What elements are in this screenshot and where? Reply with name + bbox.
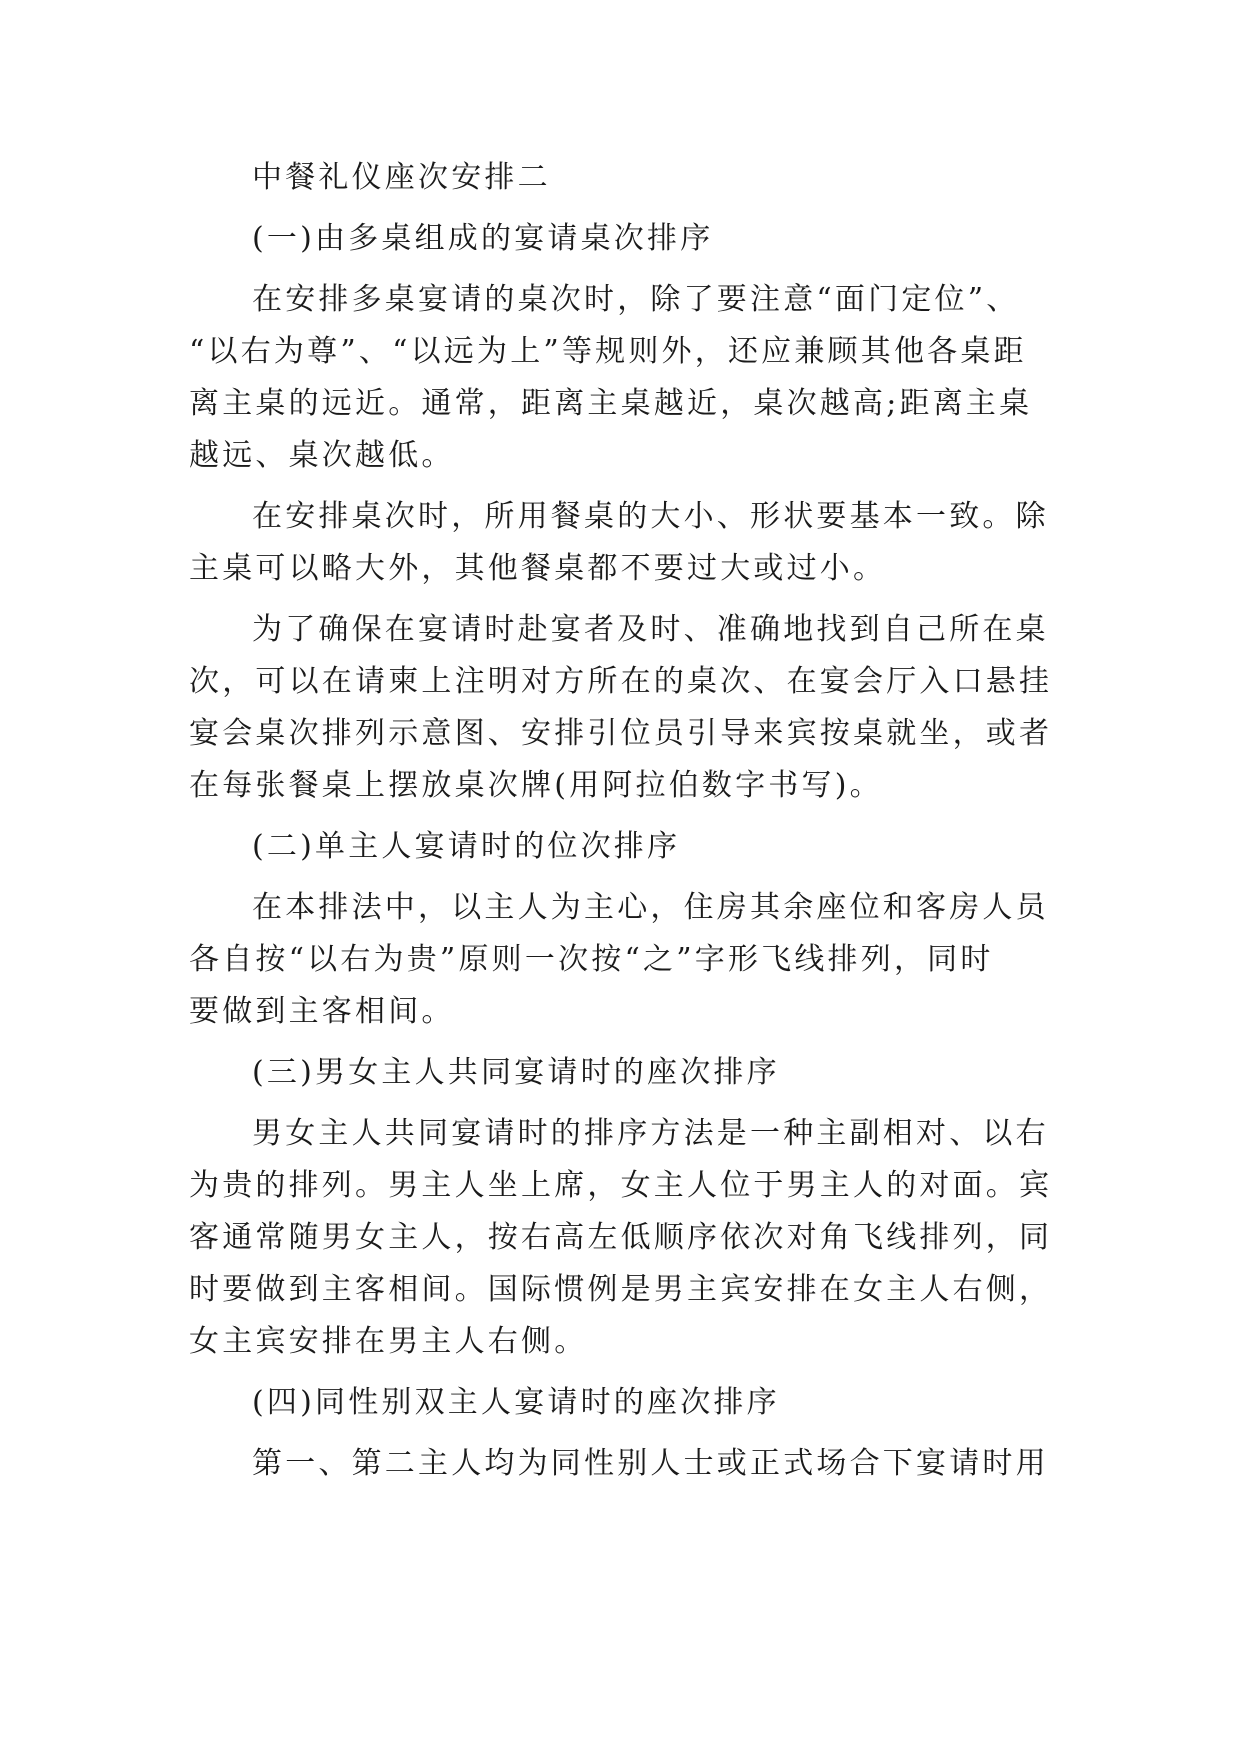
paragraph-4: [189, 882, 1052, 1038]
paragraph-line: 为贵的排列。男主人坐上席，女主人位于男主人的对面。宾: [189, 1168, 1052, 1203]
paragraph-line: 在安排多桌宴请的桌次时，除了要注意“面门定位”、: [252, 282, 1020, 317]
title-line: 中餐礼仪座次安排二: [252, 160, 551, 195]
section-heading-4: [189, 1377, 1052, 1429]
paragraph-line: 要做到主客相间。: [189, 994, 455, 1029]
heading-line: (二)单主人宴请时的位次排序: [252, 829, 681, 864]
paragraph-line: 主桌可以略大外，其他餐桌都不要过大或过小。: [189, 551, 887, 586]
heading-line: (四)同性别双主人宴请时的座次排序: [252, 1385, 780, 1420]
paragraph-line: 第一、第二主人均为同性别人士或正式场合下宴请时用: [252, 1446, 1049, 1481]
paragraph-line: 各自按“以右为贵”原则一次按“之”字形飞线排列，同时: [189, 942, 994, 977]
paragraph-line: 越远、桌次越低。: [189, 438, 455, 473]
paragraph-line: 在安排桌次时，所用餐桌的大小、形状要基本一致。除: [252, 499, 1049, 534]
section-heading-2: [189, 821, 1052, 873]
paragraph-line: “以右为尊”、“以远为上”等规则外，还应兼顾其他各桌距: [189, 334, 1027, 369]
document-title: [189, 152, 1052, 204]
paragraph-line: 时要做到主客相间。国际惯例是男主宾安排在女主人右侧，: [189, 1272, 1052, 1307]
paragraph-line: 为了确保在宴请时赴宴者及时、准确地找到自己所在桌: [252, 612, 1049, 647]
paragraph-line: 离主桌的远近。通常，距离主桌越近，桌次越高;距离主桌: [189, 386, 1033, 421]
paragraph-line: 宴会桌次排列示意图、安排引位员引导来宾按桌就坐，或者: [189, 716, 1052, 751]
section-heading-1: [189, 213, 1052, 265]
heading-line: (三)男女主人共同宴请时的座次排序: [252, 1055, 780, 1090]
paragraph-line: 男女主人共同宴请时的排序方法是一种主副相对、以右: [252, 1116, 1049, 1151]
paragraph-1: [189, 274, 1052, 482]
paragraph-6: [189, 1438, 1052, 1490]
document-body: [189, 152, 1052, 1499]
paragraph-line: 客通常随男女主人，按右高左低顺序依次对角飞线排列，同: [189, 1220, 1052, 1255]
heading-line: (一)由多桌组成的宴请桌次排序: [252, 221, 714, 256]
paragraph-5: [189, 1108, 1052, 1368]
paragraph-line: 在本排法中，以主人为主心，住房其余座位和客房人员: [252, 890, 1049, 925]
paragraph-2: [189, 491, 1052, 595]
section-heading-3: [189, 1047, 1052, 1099]
paragraph-3: [189, 604, 1052, 812]
paragraph-line: 次，可以在请柬上注明对方所在的桌次、在宴会厅入口悬挂: [189, 664, 1052, 699]
paragraph-line: 女主宾安排在男主人右侧。: [189, 1324, 588, 1359]
paragraph-line: 在每张餐桌上摆放桌次牌(用阿拉伯数字书写)。: [189, 768, 883, 803]
